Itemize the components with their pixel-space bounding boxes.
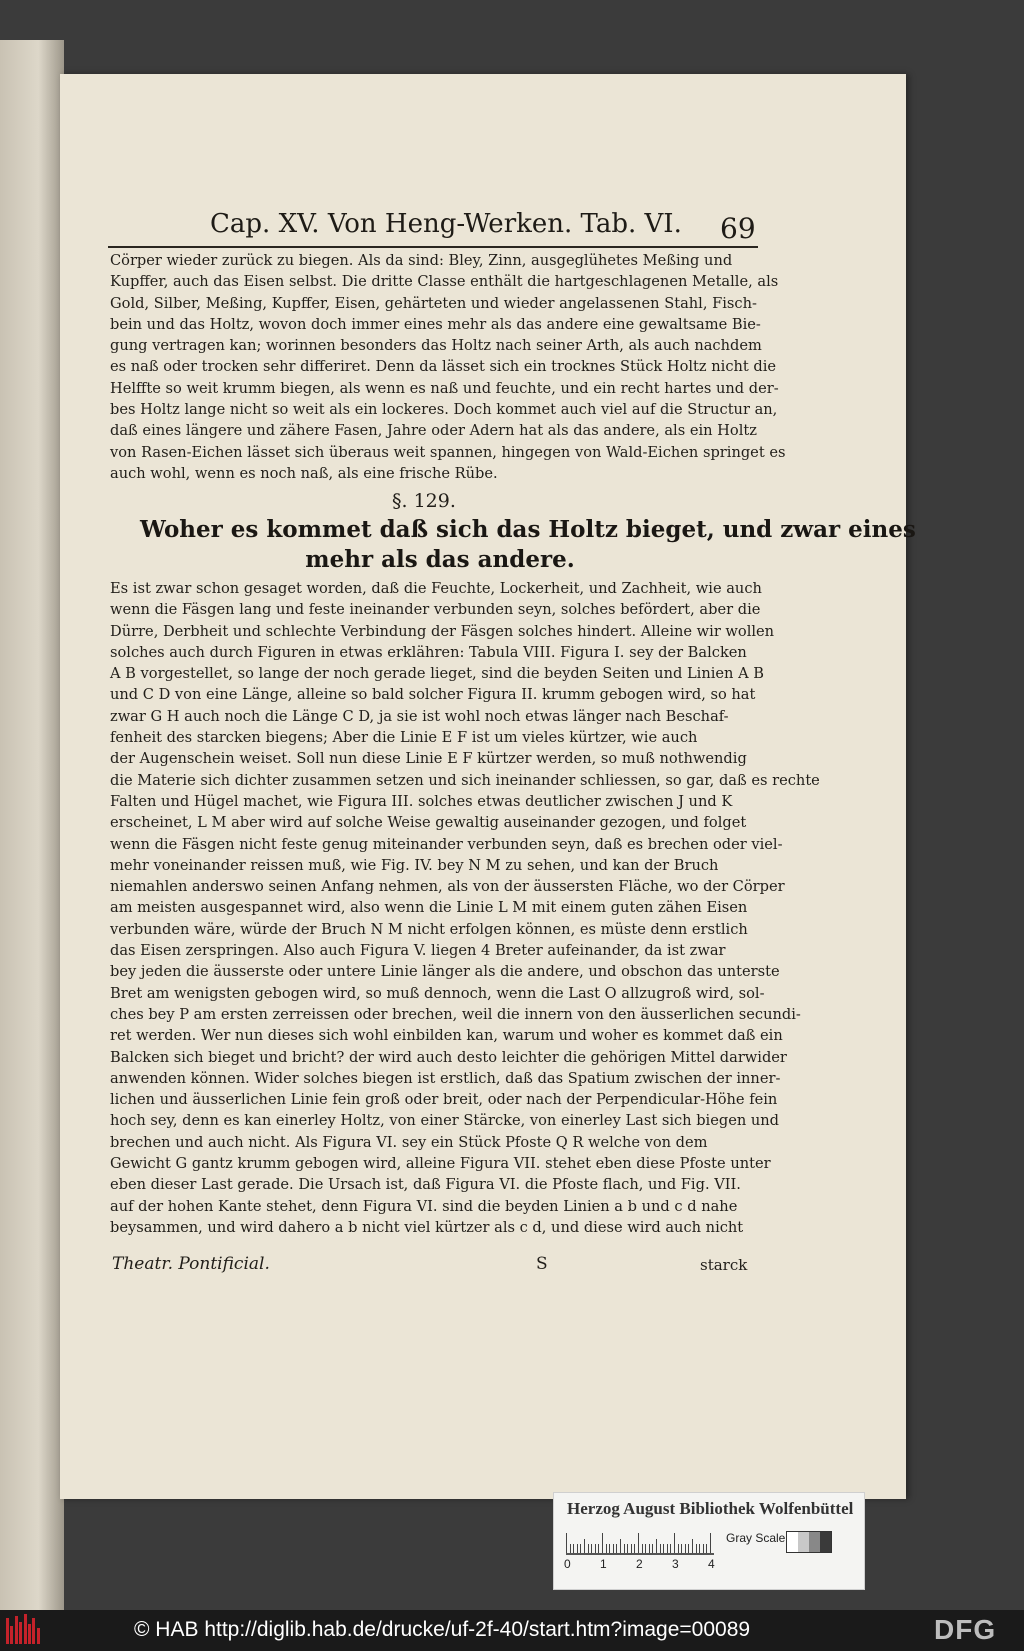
text-line: Bret am wenigsten gebogen wird, so muß dennoch, wenn die Last O allzugroß wird, sol- <box>110 984 765 1002</box>
ruler-tick <box>638 1533 639 1553</box>
text-line: Kupffer, auch das Eisen selbst. Die dritte Classe enthält die hartgeschlagenen Metalle, als <box>110 273 779 291</box>
ruler-tick <box>591 1544 592 1553</box>
footer-signature-title: Theatr. Pontificial. <box>112 1254 270 1274</box>
text-line: Falten und Hügel machet, wie Figura III. solches etwas deutlicher zwischen J und K <box>110 792 733 810</box>
scale-number: 2 <box>636 1557 643 1571</box>
ruler-tick <box>624 1544 625 1553</box>
text-line: fenheit des starcken biegens; Aber die Linie E F ist um vieles kürtzer, wie auch <box>110 729 698 747</box>
text-line: es naß oder trocken sehr differiret. Denn da lässet sich ein trocknes Stück Holtz nicht die <box>110 358 777 376</box>
ruler-tick <box>570 1544 571 1553</box>
footer-signature-mark: S <box>536 1254 548 1274</box>
header-title: Cap. XV. Von Heng-Werken. Tab. VI. <box>210 209 682 239</box>
text-line: Balcken sich bieget und bricht? der wird auch desto leichter die gehörigen Mittel darwider <box>110 1048 787 1066</box>
text-line: Cörper wieder zurück zu biegen. Als da sind: Bley, Zinn, ausgeglühetes Meßing und <box>110 252 733 269</box>
gray-scale-label: Gray Scale <box>726 1531 786 1545</box>
ruler-tick <box>703 1544 704 1553</box>
text-line: Gewicht G gantz krumm gebogen wird, alleine Figura VII. stehet eben diese Pfoste unter <box>110 1155 771 1173</box>
logo-bar <box>24 1614 27 1644</box>
ruler-tick <box>696 1544 697 1553</box>
ruler-tick <box>613 1544 614 1553</box>
library-scale-card <box>553 1492 865 1590</box>
text-line: am meisten ausgespannet wird, also wenn die Linie L M mit einem guten zähen Eisen <box>110 899 748 917</box>
library-card-title: Herzog August Bibliothek Wolfenbüttel <box>567 1499 854 1518</box>
scale-number: 1 <box>600 1557 607 1571</box>
gray-swatch-cell <box>820 1532 831 1552</box>
ruler-tick <box>652 1544 653 1553</box>
ruler-tick <box>634 1544 635 1553</box>
text-line: erscheinet, L M aber wird auf solche Weise gewaltig auseinander gezogen, und folget <box>110 814 747 832</box>
dfg-logo: DFG <box>934 1614 997 1645</box>
scale-ruler <box>566 1531 714 1555</box>
ruler-tick <box>620 1539 621 1553</box>
text-line: Helffte so weit krumm biegen, als wenn es naß und feuchte, und ein recht hartes und der- <box>110 379 779 397</box>
text-line: zwar G H auch noch die Länge C D, ja sie ist wohl noch etwas länger nach Beschaf- <box>110 707 729 725</box>
ruler-tick <box>663 1544 664 1553</box>
text-line: beysammen, und wird dahero a b nicht viel kürtzer als c d, und diese wird auch nicht <box>110 1218 744 1236</box>
previous-page-edge <box>0 40 64 1610</box>
scale-numbers <box>564 1557 724 1573</box>
page-number: 69 <box>720 212 756 245</box>
text-line: gung vertragen kan; worinnen besonders das Holtz nach seiner Arth, als auch nachdem <box>110 337 762 355</box>
ruler-tick <box>681 1544 682 1553</box>
text-line: daß eines längere und zähere Fasen, Jahre oder Adern hat als das andere, als ein Holtz <box>110 422 757 440</box>
ruler-tick <box>667 1544 668 1553</box>
gray-swatch-cell <box>798 1532 809 1552</box>
scale-number: 3 <box>672 1557 679 1571</box>
ruler-tick <box>588 1544 589 1553</box>
main-paragraph <box>110 578 820 1238</box>
text-line: bes Holtz lange nicht so weit als ein lockeres. Doch kommet auch viel auf die Structur an, <box>110 401 778 419</box>
text-line: und C D von eine Länge, alleine so bald solcher Figura II. krumm gebogen wird, so hat <box>110 686 756 704</box>
ruler-tick <box>566 1533 567 1553</box>
scale-number: 0 <box>564 1557 571 1571</box>
ruler-tick <box>627 1544 628 1553</box>
ruler-tick <box>642 1544 643 1553</box>
ruler-tick <box>699 1544 700 1553</box>
text-line: brechen und auch nicht. Als Figura VI. sey ein Stück Pfoste Q R welche von dem <box>110 1133 708 1151</box>
ruler-tick <box>674 1533 675 1553</box>
section-heading-line: mehr als das andere. <box>305 546 575 573</box>
ruler-tick <box>580 1544 581 1553</box>
text-line: anwenden können. Wider solches biegen ist erstlich, daß das Spatium zwischen der inner- <box>110 1069 781 1087</box>
text-line: A B vorgestellet, so lange der noch gerade lieget, sind die beyden Seiten und Linien A B <box>110 665 764 683</box>
gray-swatch-cell <box>809 1532 820 1552</box>
ruler-tick <box>631 1544 632 1553</box>
text-line: verbunden wäre, würde der Bruch N M nicht erfolgen können, es müste denn erstlich <box>110 920 748 938</box>
text-line: wenn die Fäsgen lang und feste ineinander verbunden seyn, solches befördert, aber die <box>110 601 761 619</box>
text-line: auf der hohen Kante stehet, denn Figura VI. sind die beyden Linien a b und c d nahe <box>110 1197 738 1215</box>
text-line: hoch sey, denn es kan einerley Holtz, von einer Stärcke, von einerley Last sich biegen und <box>110 1112 780 1130</box>
text-line: die Materie sich dichter zusammen setzen und sich ineinander schliessen, so gar, daß es rechte <box>110 771 820 789</box>
text-line: auch wohl, wenn es noch naß, als eine frische Rübe. <box>110 464 498 482</box>
text-line: mehr voneinander reissen muß, wie Fig. IV. bey N M zu sehen, und kan der Bruch <box>110 856 719 874</box>
running-header <box>210 205 770 245</box>
ruler-tick <box>688 1544 689 1553</box>
ruler-tick <box>692 1539 693 1553</box>
ruler-tick <box>606 1544 607 1553</box>
ruler-tick <box>573 1544 574 1553</box>
text-line: der Augenschein weiset. Soll nun diese Linie E F kürtzer werden, so muß nothwendig <box>110 750 747 768</box>
text-line: ches bey P am ersten zerreissen oder brechen, weil die innern von den äusserlichen secundi- <box>110 1005 801 1023</box>
ruler-tick <box>660 1544 661 1553</box>
ruler-tick <box>685 1544 686 1553</box>
logo-bar <box>10 1626 13 1644</box>
top-paragraph <box>110 250 786 484</box>
logo-bar <box>19 1622 22 1644</box>
ruler-tick <box>649 1544 650 1553</box>
logo-bar <box>28 1624 31 1644</box>
footer-catchword: starck <box>700 1256 748 1274</box>
scale-number: 4 <box>708 1557 715 1571</box>
ruler-tick <box>710 1533 711 1553</box>
text-line: lichen und äusserlichen Linie fein groß oder breit, oder nach der Perpendicular-Höhe fein <box>110 1091 778 1109</box>
ruler-tick <box>670 1544 671 1553</box>
ruler-tick <box>616 1544 617 1553</box>
logo-bar <box>37 1628 40 1644</box>
copyright-url[interactable]: © HAB http://diglib.hab.de/drucke/uf-2f-40/start.htm?image=00089 <box>134 1618 751 1641</box>
text-line: bey jeden die äusserste oder untere Linie länger als die andere, und obschon das unterste <box>110 963 780 981</box>
text-line: solches auch durch Figuren in etwas erklähren: Tabula VIII. Figura I. sey der Balcken <box>110 643 747 661</box>
section-heading-line: Woher es kommet daß sich das Holtz bieget, und zwar eines <box>140 516 916 543</box>
hab-logo-icon <box>6 1614 42 1646</box>
logo-bar <box>15 1616 18 1644</box>
section-number: §. 129. <box>392 490 456 512</box>
logo-bar <box>32 1618 35 1644</box>
ruler-tick <box>577 1544 578 1553</box>
text-line: eben dieser Last gerade. Die Ursach ist, daß Figura VI. die Pfoste flach, und Fig. VII. <box>110 1176 741 1194</box>
ruler-tick <box>602 1533 603 1553</box>
ruler-tick <box>678 1544 679 1553</box>
ruler-tick <box>584 1539 585 1553</box>
text-line: bein und das Holtz, wovon doch immer eines mehr als das andere eine gewaltsame Bie- <box>110 315 761 333</box>
logo-bar <box>6 1618 9 1644</box>
ruler-tick <box>609 1544 610 1553</box>
header-rule <box>108 246 758 248</box>
gray-swatch-cell <box>787 1532 798 1552</box>
text-line: wenn die Fäsgen nicht feste genug miteinander verbunden seyn, daß es brechen oder viel- <box>110 835 783 853</box>
text-line: das Eisen zerspringen. Also auch Figura V. liegen 4 Breter aufeinander, da ist zwar <box>110 942 726 960</box>
ruler-tick <box>706 1544 707 1553</box>
section-heading <box>140 515 916 575</box>
text-line: von Rasen-Eichen lässet sich überaus weit spannen, hingegen von Wald-Eichen springet es <box>110 443 786 461</box>
text-line: Gold, Silber, Meßing, Kupffer, Eisen, gehärteten und wieder angelassenen Stahl, Fisch- <box>110 294 757 312</box>
ruler-tick <box>595 1544 596 1553</box>
ruler-tick <box>598 1544 599 1553</box>
text-line: ret werden. Wer nun dieses sich wohl einbilden kan, warum und woher es kommet daß ein <box>110 1027 783 1045</box>
ruler-tick <box>656 1539 657 1553</box>
text-line: Dürre, Derbheit und schlechte Verbindung der Fäsgen solches hindert. Alleine wir wollen <box>110 622 775 640</box>
text-line: Es ist zwar schon gesaget worden, daß die Feuchte, Lockerheit, und Zachheit, wie auch <box>110 580 762 597</box>
gray-scale-swatch <box>786 1531 832 1553</box>
text-line: niemahlen anderswo seinen Anfang nehmen, als von der äussersten Fläche, wo der Cörper <box>110 878 785 896</box>
ruler-tick <box>645 1544 646 1553</box>
